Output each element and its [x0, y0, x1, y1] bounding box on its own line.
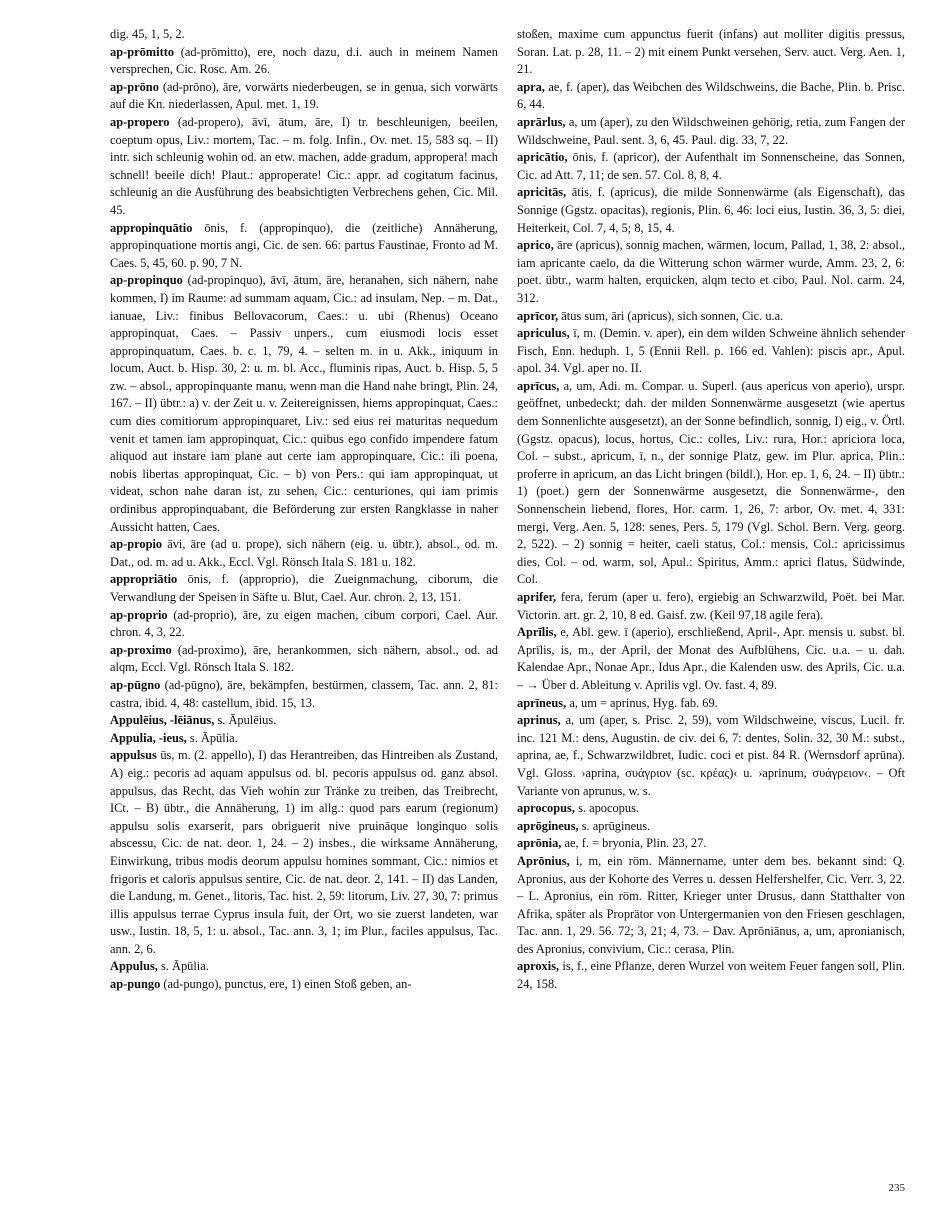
entry-text: ae, f. (aper), das Weibchen des Wildschweins, die Bache, Plin. b. Prisc. 6, 44.: [517, 79, 905, 112]
entry-text: dig. 45, 1, 5, 2.: [110, 27, 185, 41]
dictionary-entry: [517, 818, 905, 836]
entry-headword: ap-proximo: [110, 642, 172, 657]
entry-headword: ap-pungo: [110, 977, 161, 992]
entry-text: (ad-prōmitto), ere, noch dazu, d.i. auch in meinem Namen versprechen, Cic. Rosc. Am. 26.: [110, 44, 498, 77]
dictionary-entry: [110, 79, 498, 114]
dictionary-entry: [110, 26, 498, 44]
entry-text: (ad-proprio), āre, zu eigen machen, cibum corpori, Cael. Aur. chron. 4, 3, 22.: [110, 607, 498, 640]
entry-headword: ap-propio: [110, 537, 163, 552]
dictionary-entry: [517, 712, 905, 800]
dictionary-entry: [110, 747, 498, 958]
entry-text: s. Āpūlia.: [189, 730, 238, 745]
dictionary-entry: [110, 272, 498, 536]
dictionary-entry: [110, 571, 498, 606]
entry-headword: aprōgineus,: [517, 818, 579, 833]
right-column: [517, 26, 905, 994]
entry-headword: aprōnia,: [517, 836, 562, 851]
dictionary-entry: [110, 220, 498, 273]
dictionary-entry: [517, 853, 905, 959]
dictionary-entry: [110, 44, 498, 79]
entry-headword: ap-propinquo: [110, 273, 183, 288]
dictionary-entry: [517, 800, 905, 818]
entry-headword: Appulēius, -lēiānus,: [110, 713, 215, 728]
dictionary-entry: [517, 325, 905, 378]
dictionary-entry: [110, 976, 498, 994]
entry-text: a, um = aprinus, Hyg. fab. 69.: [569, 695, 718, 710]
entry-text: ātis, f. (apricus), die milde Sonnenwärme (als Eigenschaft), das Sonnige (Ggstz. opacitas), regionis, Plin. 6, 46: loci eius, Iustin. 36, 3, 5: diei, Heiterkeit, Col. 7, 4, 5; 8, 15, 4.: [517, 185, 905, 235]
entry-headword: aproxis,: [517, 959, 560, 974]
entry-headword: apra,: [517, 79, 545, 94]
entry-text: s. aprūgineus.: [581, 818, 651, 833]
entry-text: a, um (aper, s. Prisc. 2, 59), vom Wildschweine, viscus, Lucil. fr. inc. 121 M.: dens, Augustin. de civ. dei 6, 7: dentes, Solin. 32, 30 M.: subst., aprina, ae, f., Schwarzwildbret, Iudic. coci et pist. 84 R. (Wernsdorf aprūna). Vgl. Gloss. ›aprina, συάγριον (sc. κρέας)‹ u. ›aprinum, συάγρειον‹. – Oft Variante von aprunus, w. s.: [517, 713, 905, 798]
dictionary-entry: [110, 536, 498, 571]
entry-headword: aprārlus,: [517, 114, 566, 129]
entry-headword: ap-prōno: [110, 79, 159, 94]
entry-headword: Aprīlis,: [517, 625, 557, 640]
entry-headword: aprīcus,: [517, 378, 560, 393]
entry-headword: aprocopus,: [517, 801, 575, 816]
entry-text: āvi, āre (ad u. prope), sich nähern (eig. u. übtr.), absol., od. m. Dat., od. m. ad u. Akk., Eccl. Vgl. Rönsch Itala S. 181 u. 182.: [110, 537, 498, 569]
entry-headword: ap-propero: [110, 114, 170, 129]
entry-headword: appropinquātio: [110, 220, 193, 235]
entry-text: stoßen, maxime cum appunctus fuerit (infans) aut molliter digitis pressus, Soran. Lat. p. 28, 11. – 2) mit einem Punkt versehen, Serv. auct. Verg. Aen. 1, 21.: [517, 27, 905, 77]
entry-text: (ad-prōno), āre, vorwärts niederbeugen, se in genua, sich vorwärts auf die Kn. niederlassen, Apul. met. 1, 19.: [110, 79, 498, 112]
entry-text: ātus sum, āri (apricus), sich sonnen, Cic. u.a.: [561, 308, 784, 323]
entry-text: s. apocopus.: [578, 801, 639, 816]
left-column: [110, 26, 498, 994]
entry-text: (ad-pūgno), āre, bekämpfen, bestürmen, classem, Tac. ann. 2, 81: castra, ibid. 4, 48: castellum, ibid. 15, 13.: [110, 677, 498, 710]
dictionary-entry: [517, 184, 905, 237]
entry-text: ī, m. (Demin. v. aper), ein dem wilden Schweine ähnlich sehender Fisch, Enn. heduph. 1, 5 (Ennii Rell. p. 166 ed. Vahlen): piscis apr., Apul. apol. 34. Vgl. aper no. II.: [517, 326, 905, 376]
entry-headword: aprinus,: [517, 713, 561, 728]
entry-headword: Appulus,: [110, 959, 158, 974]
entry-text: (ad-pungo), punctus, ere, 1) einen Stoß geben, an-: [163, 977, 412, 992]
entry-headword: apricātio,: [517, 150, 568, 165]
dictionary-entry: [110, 607, 498, 642]
page-number: 235: [888, 1182, 905, 1194]
entry-text: (ad-proximo), āre, herankommen, sich nähern, absol., od. ad alqm, Eccl. Vgl. Rönsch Itala S. 182.: [110, 642, 498, 675]
entry-text: e, Abl. gew. ī (aperio), erschließend, April-, Apr. mensis u. subst. bl. Aprīlis, is, m., der April, der Monat des Aufblühens, Cic. u.a. – u. dah. Kalendae Apr., Nonae Apr., Idus Apr., die Kalenden usw. des Aprils, Cic. u.a. – → Über d. Ableitung v. Aprilis vgl. Ov. fast. 4, 89.: [517, 625, 905, 692]
entry-text: is, f., eine Pflanze, deren Wurzel von weitem Feuer fangen soll, Plin. 24, 158.: [517, 959, 905, 992]
entry-headword: ap-proprio: [110, 607, 168, 622]
entry-headword: aprīcor,: [517, 308, 559, 323]
dictionary-entry: [110, 677, 498, 712]
entry-text: s. Āpulēius.: [217, 713, 277, 728]
entry-text: a, um (aper), zu den Wildschweinen gehörig, retia, zum Fangen der Wildschweine, Paul. sent. 3, 6, 45. Paul. dig. 33, 7, 22.: [517, 114, 905, 147]
entry-text: (ad-propero), āvī, ātum, āre, I) tr. beschleunigen, beeilen, coeptum opus, Liv.: mortem, Tac. – m. folg. Infin., Ov. met. 15, 583 sq. – II) intr. sich schleunig wohin od. an etw. machen, adde gradum, appropera! mach schnell! beeile dich! Plaut.: approperate! Cic.: appr. ad cogitatum facinus, schleunig an die Ausführung des beabsichtigten Verbrechens gehen, Cic. Mil. 45.: [110, 114, 498, 217]
dictionary-entry: [110, 958, 498, 976]
dictionary-entry: [517, 378, 905, 589]
entry-headword: Aprōnius,: [517, 853, 570, 868]
dictionary-entry: [517, 624, 905, 694]
entry-headword: aprico,: [517, 238, 554, 253]
dictionary-entry: [110, 712, 498, 730]
dictionary-entry: [517, 26, 905, 79]
dictionary-entry: [517, 695, 905, 713]
entry-headword: aprifer,: [517, 590, 557, 604]
entry-text: a, um, Adi. m. Compar. u. Superl. (aus apericus von aperio), urspr. geöffnet, unbedeckt; dah. der milden Sonnenwärme ausgesetzt (wie apertus dem Sonnenlichte ausgesetzt), an der Sonne befindlich, sonnig, I) eig., v. Örtl. (Ggstz. opacus), locus, hortus, Cic.: colles, Liv.: rura, Hor.: apriciora loca, Col. – subst., apricum, ī, n., der sonnige Platz, gew. im Plur. aprica, Plin.: proferre in apricum, an das Licht bringen (bildl.), Hor. ep. 1, 6, 24. – II) übtr.: 1) (poet.) gern der Sonnenwärme ausgesetzt, die Sonnenwärme-, den Sonnenschein liebend, flores, Hor. carm. 1, 26, 7: arbor, Ov. met. 4, 331: mergi, Verg. Aen. 5, 128: senes, Pers. 5, 179 (Vgl. Schol. Bern. Verg. georg. 2, 522). – 2) sonnig = heiter, caeli status, Col.: mensis, Col.: apricissimus dies, Col. – od. warm, sol, Apul.: Spiritus, Amm.: aprici flatus, Südwinde, Col.: [517, 378, 905, 587]
dictionary-entry: [517, 308, 905, 326]
dictionary-entry: [517, 835, 905, 853]
dictionary-entry: [517, 149, 905, 184]
entry-text: ōnis, f. (approprio), die Zueignmachung, ciborum, die Verwandlung der Speisen in Säfte u. Blut, Cael. Aur. chron. 2, 13, 151.: [110, 572, 498, 604]
entry-headword: Appulia, -ieus,: [110, 730, 187, 745]
entry-text: ōnis, f. (appropinquo), die (zeitliche) Annäherung, appropinquatione mortis angi, Cic. de sen. 66: partus Faustinae, Fronto ad M. Caes. 5, 45, 60. p. 90, 7 N.: [110, 220, 498, 270]
dictionary-entry: [517, 237, 905, 307]
entry-text: s. Āpūlia.: [160, 959, 209, 974]
entry-text: ae, f. = bryonia, Plin. 23, 27.: [564, 836, 707, 851]
dictionary-entry: [517, 958, 905, 993]
dictionary-entry: [110, 642, 498, 677]
entry-headword: ap-pūgno: [110, 677, 161, 692]
entry-headword: appulsus: [110, 748, 157, 763]
dictionary-entry: [517, 79, 905, 114]
dictionary-entry: [517, 589, 905, 624]
entry-headword: apriculus,: [517, 326, 570, 341]
entry-text: ūs, m. (2. appello), I) das Herantreiben, das Hintreiben als Zustand, A) eig.: pecoris ad aquam appulsus od. bl. pecoris appulsus od. ganz absol. appulsus, das Recht, das Vieh wohin zur Tränke zu treiben, das Treibrecht, ICt. – B) übtr., die Annäherung, 1) im allg.: quod pars earum (regionum) appulsu solis exarserit, pars obriguerit nive pruināque longinquo solis abscessu, Cic. de nat. deor. 1, 24. – 2) insbes., die wirksame Annäherung, Einwirkung, tribus modis deorum appulsu homines sommant, Cic.: nimios et frigoris et caloris appulsus sentire, Cic. de nat. deor. 2, 141. – II) das Landen, die Landung, m. Genet., litoris, Tac. hist. 2, 59: litorum, Liv. 27, 30, 7: primus illis appulsus terrae Cyprus insula fuit, der Ort, wo sie zuerst landeten, war usw., Iustin. 18, 5, 1: u. absol., Tac. ann. 3, 1; im Plur., faciles appulsus, Tac. ann. 2, 6.: [110, 748, 498, 956]
dictionary-entry: [517, 114, 905, 149]
entry-text: (ad-propinquo), āvī, ātum, āre, heranahen, sich nähern, nahe kommen, I) im Raume: ad summam aquam, Cic.: ad insulam, Nep. – m. Dat., ianuae, Liv.: finibus Bellovacorum, Caes.: u. ubi (Rhenus) Oceano appropinquat, Caes. – Passiv unpers., cum eiusmodi locis esset appropinquatum, Caes. b. c. 1, 79, 4. – selten m. in u. Akk., iniquum in locum, Auct. b. Hisp. 30, 2: u. m. bl. Acc., fluminis ripas, Auct. b. Hisp. 5, 5 zw. – absol., appropinquante manu, wenn man die Hand nahe bringt, Plin. 24, 167. – II) übtr.: a) v. der Zeit u. v. Zeitereignissen, hiems appropinquat, Caes.: cum dies comitiorum appropinquaret, Liv.: sed eius rei maturitas nequedum venit et tamen iam appropinquat, Cic.: quibus ego confido impendere fatum aliquod aut instare iam plane aut certe iam appropinquare, Cic.: ili poena, nobis libertas appropinquat, Cic. – b) von Pers.: qui iam appropinquat, ut videat, schon nahe daran ist, zu sehen, Cic.: centuriones, qui iam primis ordinibus appropinquabant, die Beförderung zur ersten Rangklasse in naher Aussicht hatten, Caes.: [110, 273, 498, 534]
entry-headword: appropriātio: [110, 572, 178, 587]
entry-text: āre (apricus), sonnig machen, wärmen, locum, Pallad, 1, 38, 2: absol., iam apricante caelo, da die Witterung schon wärmer wurde, Amm. 23, 2, 6: poet. übtr., warm halten, erquicken, alqm tecto et cibo, Paul. Nol. carm. 24, 312.: [517, 238, 905, 305]
entry-text: fera, ferum (aper u. fero), ergiebig an Schwarzwild, Poët. bei Mar. Victorin. art. gr. 2, 10, 8 ed. Gaisf. zw. (Keil 97,18 agile fera).: [517, 590, 905, 622]
entry-text: i, m, ein röm. Männername, unter dem bes. bekannt sind: Q. Apronius, aus der Kohorte des Verres u. dessen Helfershelfer, Cic. Verr. 3, 22. – L. Apronius, ein röm. Ritter, Krieger unter Drusus, dann Statthalter von Afrika, später als Proprätor von Untergermanien von den Friesen geschlagen, Tac. ann. 1, 29. 56. 72; 3, 21; 4, 73. – Dav. Aprōniānus, a, um, apronianisch, des Apronius, convivium, Cic.: cerasa, Plin.: [517, 853, 905, 956]
entry-text: ōnis, f. (apricor), der Aufenthalt im Sonnenscheine, das Sonnen, Cic. ad Att. 7, 11; de sen. 57. Col. 8, 8, 4.: [517, 150, 905, 182]
entry-headword: aprīneus,: [517, 695, 567, 710]
entry-headword: apricitās,: [517, 185, 567, 200]
dictionary-entry: [110, 730, 498, 748]
dictionary-entry: [110, 114, 498, 220]
entry-headword: ap-prōmitto: [110, 44, 175, 59]
